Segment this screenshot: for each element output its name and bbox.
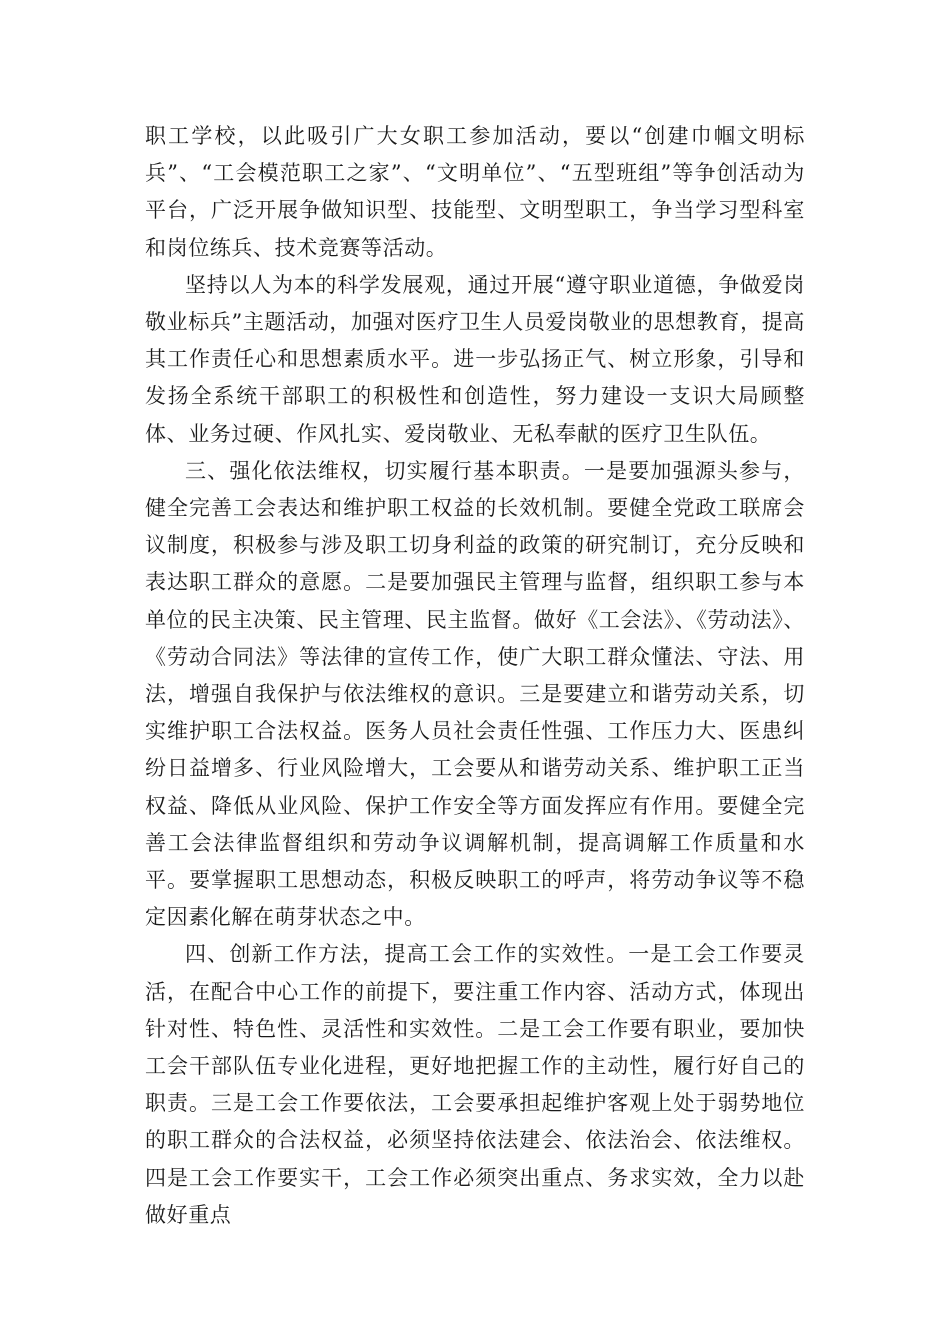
paragraph-3: 三、强化依法维权，切实履行基本职责。一是要加强源头参与，健全完善工会表达和维护职工权益的长效机制。要健全党政工联席会议制度，积极参与涉及职工切身利益的政策的研究制订，充分反映和表达职工群众的意愿。二是要加强民主管理与监督，组织职工参与本单位的民主决策、民主管理、民主监督。做好《工会法》、《劳动法》、《劳动合同法》等法律的宣传工作，使广大职工群众懂法、守法、用法，增强自我保护与依法维权的意识。三是要建立和谐劳动关系，切实维护职工合法权益。医务人员社会责任性强、工作压力大、医患纠纷日益增多、行业风险增大，工会要从和谐劳动关系、维护职工正当权益、降低从业风险、保护工作安全等方面发挥应有作用。要健全完善工会法律监督组织和劳动争议调解机制，提高调解工作质量和水平。要掌握职工思想动态，积极反映职工的呼声，将劳动争议等不稳定因素化解在萌芽状态之中。 [145,458,805,930]
paragraph-2: 坚持以人为本的科学发展观，通过开展“遵守职业道德，争做爱岗敬业标兵”主题活动，加强对医疗卫生人员爱岗敬业的思想教育，提高其工作责任心和思想素质水平。进一步弘扬正气、树立形象，引导和发扬全系统干部职工的积极性和创造性，努力建设一支识大局顾整体、业务过硬、作风扎实、爱岗敬业、无私奉献的医疗卫生队伍。 [145,272,805,446]
paragraph-4: 四、创新工作方法，提高工会工作的实效性。一是工会工作要灵活，在配合中心工作的前提下，要注重工作内容、活动方式，体现出针对性、特色性、灵活性和实效性。二是工会工作要有职业，要加快工会干部队伍专业化进程，更好地把握工作的主动性，履行好自己的职责。三是工会工作要依法，工会要承担起维护客观上处于弱势地位的职工群众的合法权益，必须坚持依法建会、依法治会、依法维权。四是工会工作要实干，工会工作必须突出重点、务求实效，全力以赴做好重点 [145,942,805,1227]
paragraph-1: 职工学校，以此吸引广大女职工参加活动，要以“创建巾帼文明标兵”、“工会模范职工之家”、“文明单位”、“五型班组”等争创活动为平台，广泛开展争做知识型、技能型、文明型职工，争当学习型科室和岗位练兵、技术竞赛等活动。 [145,124,805,260]
document-body [145,118,805,1234]
